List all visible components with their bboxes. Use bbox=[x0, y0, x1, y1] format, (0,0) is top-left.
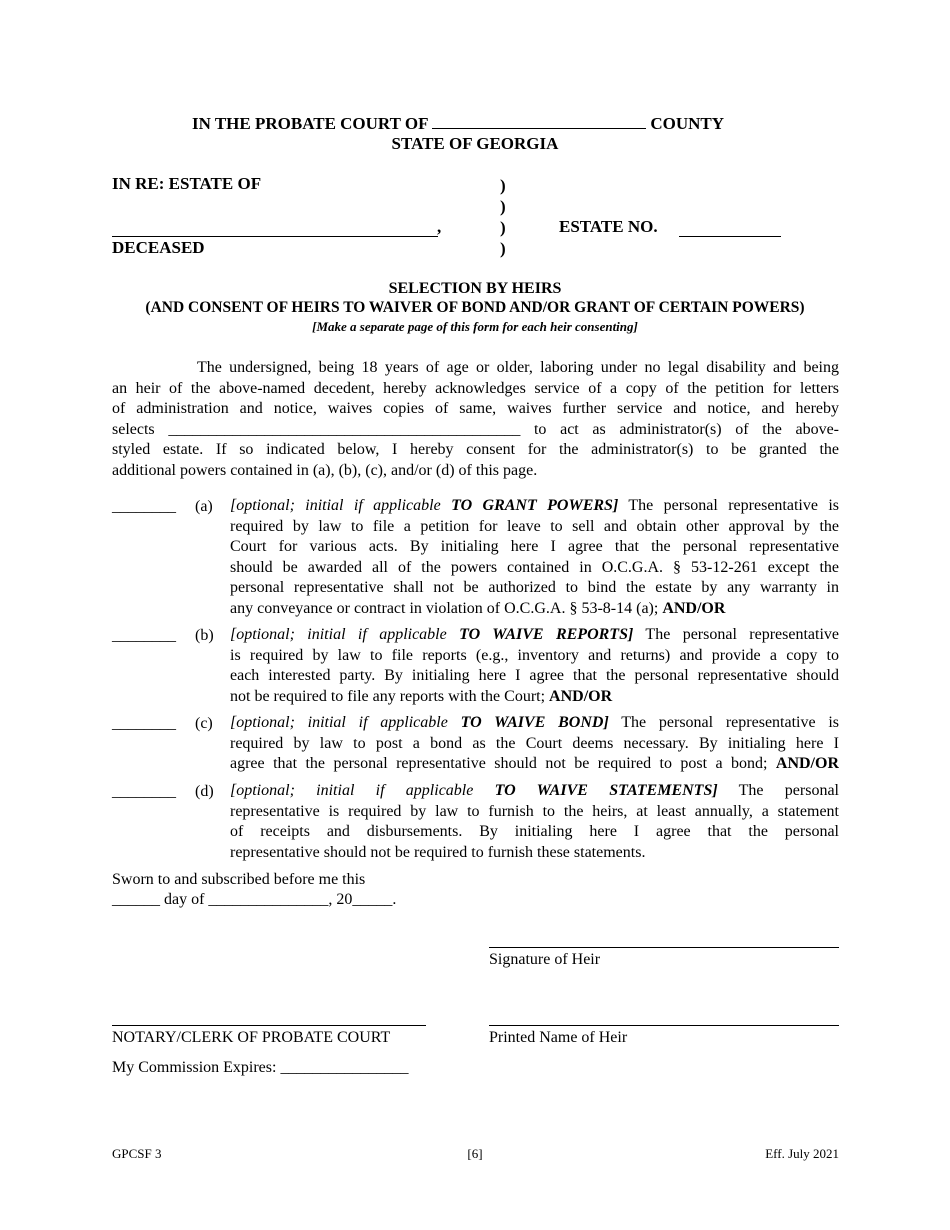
heir-printed-name-line bbox=[489, 1025, 839, 1026]
optional-note: [optional; initial if applicable bbox=[230, 497, 452, 514]
notary-signature-line bbox=[112, 1025, 426, 1026]
option-label: TO GRANT POWERS] bbox=[451, 497, 619, 514]
and-or: AND/OR bbox=[775, 755, 839, 772]
intro-line: The undersigned, being 18 years of age or older, laboring under no legal disability and being bbox=[197, 359, 839, 376]
option-line: representative is required by law to furnish to the heirs, at least annually, a statement bbox=[230, 802, 839, 820]
option-last-text: any conveyance or contract in violation of O.C.G.A. § 53-8-14 (a); bbox=[230, 599, 663, 617]
notary-label: NOTARY/CLERK OF PROBATE COURT bbox=[112, 1029, 391, 1046]
option-last-text: not be required to file any reports with the Court; bbox=[230, 687, 550, 705]
initials-blank-b: ________ bbox=[112, 627, 176, 644]
caption-paren: ) bbox=[500, 218, 506, 237]
and-or: AND/OR bbox=[549, 687, 613, 705]
option-line: Court for various acts. By initialing here I agree that the personal representative bbox=[230, 538, 839, 555]
state-heading: STATE OF GEORGIA bbox=[391, 134, 559, 153]
option-text bbox=[230, 781, 839, 863]
sworn-statement: Sworn to and subscribed before me this bbox=[112, 871, 366, 888]
option-first-line bbox=[230, 781, 839, 802]
effective-date: Eff. July 2021 bbox=[765, 1146, 839, 1161]
option-line: each interested party. By initialing here I agree that the personal representative should bbox=[230, 667, 839, 684]
commission-expires: My Commission Expires: ________________ bbox=[112, 1059, 409, 1076]
caption-paren: ) bbox=[500, 176, 506, 195]
option-first-rest: The personal representative bbox=[633, 626, 839, 643]
option-text bbox=[230, 713, 839, 775]
option-first-line bbox=[230, 496, 839, 517]
estate-no-label: ESTATE NO. bbox=[559, 217, 658, 236]
option-first-line bbox=[230, 625, 839, 646]
caption-paren: ) bbox=[500, 239, 506, 258]
option-letter: (a) bbox=[195, 498, 213, 515]
option-first-rest: The personal representative is bbox=[608, 714, 839, 731]
in-re-label: IN RE: ESTATE OF bbox=[112, 174, 262, 193]
option-line: is required by law to file reports (e.g., inventory and returns) and provide a copy to bbox=[230, 646, 839, 664]
intro-line: additional powers contained in (a), (b), (c), and/or (d) of this page. bbox=[112, 461, 538, 479]
estate-no-blank bbox=[679, 236, 781, 237]
option-last-text: representative should not be required to furnish these statements. bbox=[230, 843, 646, 861]
heir-signature-line bbox=[489, 947, 839, 948]
option-label: TO WAIVE STATEMENTS] bbox=[494, 782, 718, 799]
court-heading bbox=[192, 113, 724, 134]
option-last-line bbox=[230, 687, 839, 708]
form-id: GPCSF 3 bbox=[112, 1146, 162, 1161]
intro-line: selects ____________________________________________ to act as administrator(s) of the above- bbox=[112, 420, 839, 438]
option-text bbox=[230, 625, 839, 707]
option-line: required by law to file a petition for leave to sell and obtain other approval by the bbox=[230, 517, 839, 535]
initials-blank-a: ________ bbox=[112, 498, 176, 515]
page-number: [6] bbox=[467, 1146, 483, 1161]
option-letter: (b) bbox=[195, 627, 214, 644]
decedent-name-blank bbox=[112, 236, 438, 237]
optional-note: [optional; initial if applicable bbox=[230, 626, 460, 643]
initials-blank-c: ________ bbox=[112, 715, 176, 732]
option-first-rest: The personal representative is bbox=[618, 497, 839, 514]
and-or: AND/OR bbox=[662, 599, 726, 617]
optional-note: [optional; initial if applicable bbox=[230, 782, 495, 799]
option-line: personal representative shall not be authorized to bind the estate by any warranty in bbox=[230, 579, 839, 596]
form-title: SELECTION BY HEIRS bbox=[388, 280, 562, 297]
option-last-line bbox=[230, 843, 839, 864]
form-subtitle: (AND CONSENT OF HEIRS TO WAIVER OF BOND AND/OR GRANT OF CERTAIN POWERS) bbox=[145, 299, 805, 316]
option-first-rest: The personal bbox=[717, 782, 839, 799]
option-line: of receipts and disbursements. By initialing here I agree that the personal bbox=[230, 823, 839, 840]
intro-line: an heir of the above-named decedent, hereby acknowledges service of a copy of the petition for letters bbox=[112, 379, 839, 397]
intro-line: styled estate. If so indicated below, I hereby consent for the administrator(s) to be granted the bbox=[112, 441, 839, 458]
option-letter: (c) bbox=[195, 715, 213, 732]
option-line: required by law to post a bond as the Court deems necessary. By initialing here I bbox=[230, 734, 839, 752]
heir-printed-name-label: Printed Name of Heir bbox=[489, 1029, 628, 1046]
court-prefix: IN THE PROBATE COURT OF bbox=[192, 114, 428, 133]
intro-paragraph bbox=[112, 358, 839, 481]
caption-comma: , bbox=[437, 217, 442, 236]
caption-paren: ) bbox=[500, 197, 506, 216]
form-instruction: [Make a separate page of this form for each heir consenting] bbox=[312, 319, 638, 334]
option-line: should be awarded all of the powers contained in O.C.G.A. § 53-12-261 except the bbox=[230, 558, 839, 576]
intro-line: of administration and notice, waives copies of same, waives further service and notice, and hereby bbox=[112, 400, 839, 417]
option-last-line bbox=[230, 599, 839, 620]
option-letter: (d) bbox=[195, 783, 214, 800]
court-suffix: COUNTY bbox=[650, 114, 725, 133]
optional-note: [optional; initial if applicable bbox=[230, 714, 461, 731]
option-text bbox=[230, 496, 839, 619]
heir-signature-label: Signature of Heir bbox=[489, 951, 601, 968]
option-last-line bbox=[230, 754, 839, 775]
option-label: TO WAIVE REPORTS] bbox=[459, 626, 634, 643]
initials-blank-d: ________ bbox=[112, 783, 176, 800]
county-blank bbox=[432, 113, 646, 129]
sworn-date-line: ______ day of _______________, 20_____. bbox=[112, 891, 397, 908]
deceased-label: DECEASED bbox=[112, 238, 205, 257]
option-label: TO WAIVE BOND] bbox=[460, 714, 609, 731]
option-first-line bbox=[230, 713, 839, 734]
option-last-text: agree that the personal representative should not be required to post a bond; bbox=[230, 755, 776, 772]
